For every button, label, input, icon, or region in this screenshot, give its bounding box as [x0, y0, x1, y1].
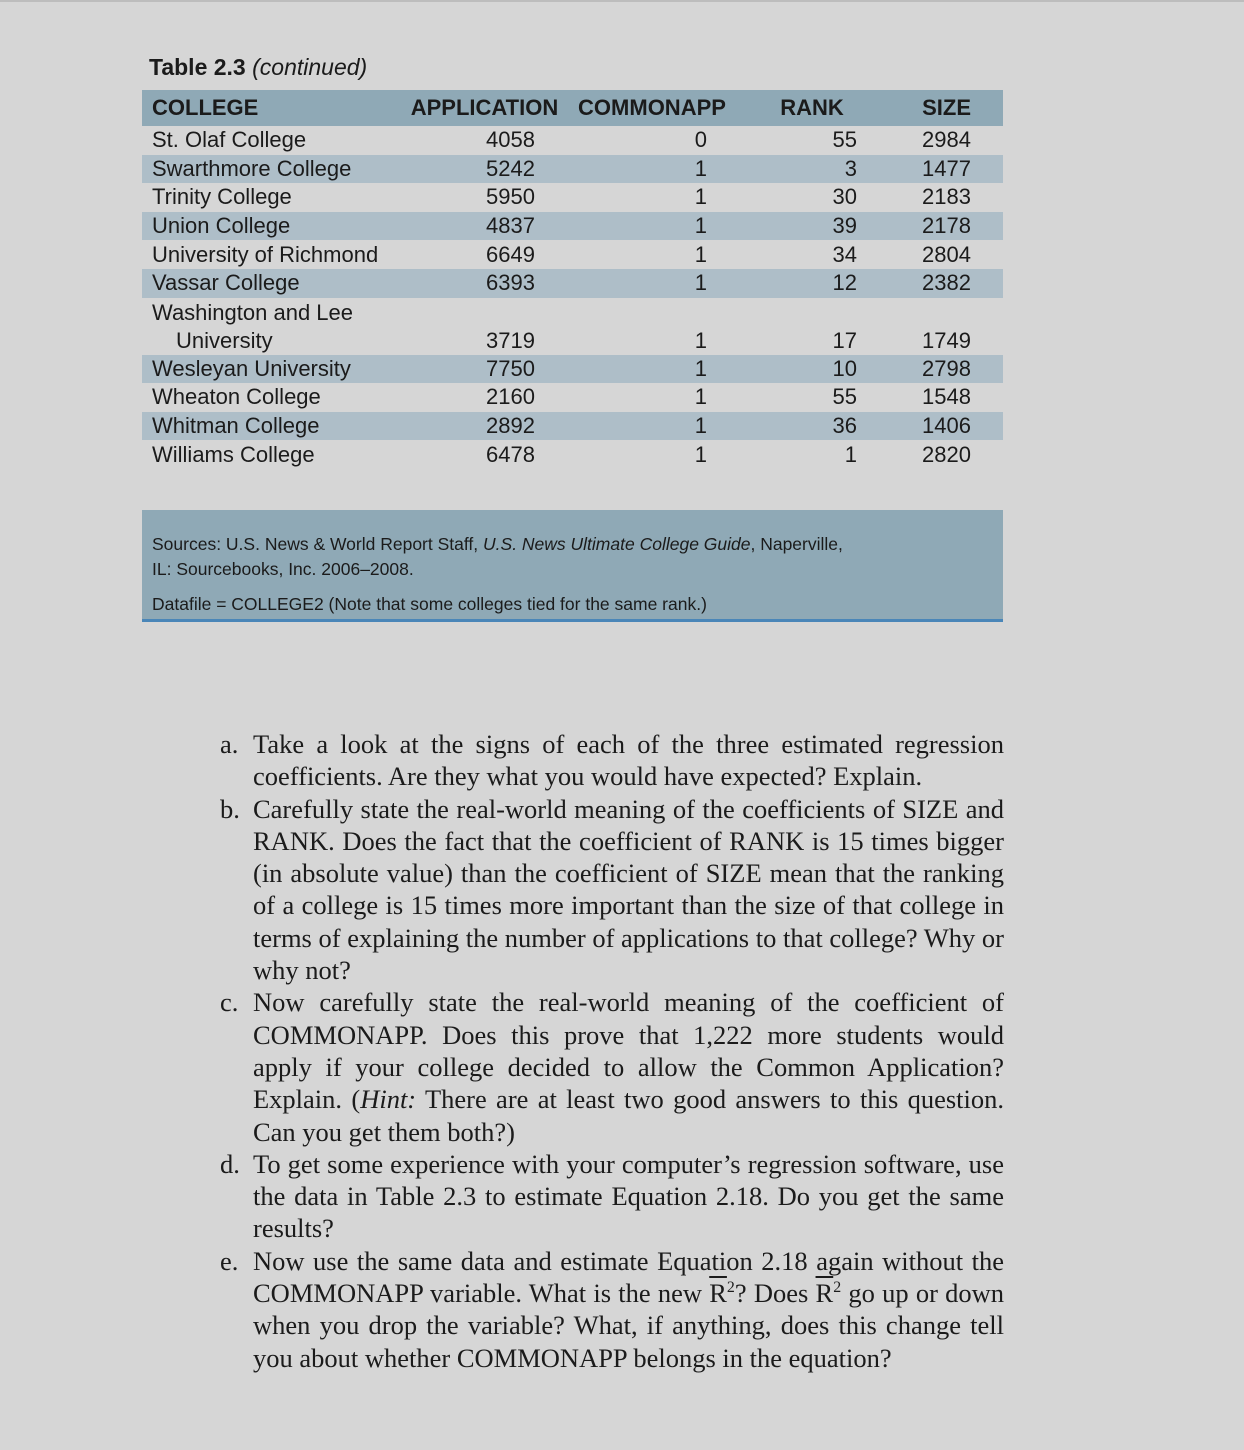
question-text-part: Now use the same data and estimate Equation 2.18 again without the COMMONAPP variable. What is the new	[253, 1245, 1004, 1309]
datafile-note: Datafile = COLLEGE2 (Note that some colleges tied for the same rank.)	[152, 594, 707, 614]
college-table	[142, 90, 1003, 469]
cell-college: St. Olaf College	[152, 127, 307, 153]
cell-size: 2178	[922, 213, 971, 239]
cell-college	[142, 298, 402, 355]
question-text-part: Now carefully state the real-world meaning of the coefficient of COMMONAPP. Does this prove that 1,222 more students would apply if your college decided to allow the Common Application? Explain. (	[253, 987, 1004, 1115]
cell-rank: 55	[832, 127, 857, 153]
question-label: b.	[220, 793, 240, 824]
cell-rank: 36	[832, 413, 857, 439]
question-text	[253, 986, 1004, 1147]
cell-rank: 34	[832, 241, 857, 267]
r-bar-symbol: $\overline{R}$	[709, 1278, 727, 1309]
cell-commonapp: 1	[694, 355, 707, 381]
table-row	[142, 355, 1003, 384]
question-label: e.	[220, 1245, 239, 1276]
cell-size: 1548	[922, 384, 971, 410]
cell-application: 5242	[486, 155, 535, 181]
table-row	[142, 440, 1003, 469]
cell-college: Wesleyan University	[152, 355, 351, 381]
cell-application: 3719	[486, 327, 535, 353]
cell-college: Wheaton College	[152, 384, 321, 410]
superscript: 2	[726, 1279, 735, 1297]
top-border	[0, 0, 1244, 2]
sources-line1	[152, 532, 993, 557]
superscript: 2	[833, 1279, 842, 1297]
cell-application: 6393	[486, 270, 535, 296]
cell-size: 2984	[922, 127, 971, 153]
cell-size: 1477	[922, 155, 971, 181]
sources-line2: IL: Sourcebooks, Inc. 2006–2008.	[152, 559, 414, 579]
question-label: d.	[220, 1148, 240, 1179]
cell-commonapp: 1	[694, 270, 707, 296]
cell-application: 6649	[486, 241, 535, 267]
cell-commonapp: 1	[694, 184, 707, 210]
cell-college: Williams College	[152, 441, 315, 467]
sources-suffix: , Naperville,	[750, 534, 843, 554]
cell-rank: 30	[832, 184, 857, 210]
question-b	[220, 793, 1004, 987]
cell-application: 6478	[486, 441, 535, 467]
question-text: To get some experience with your computer’s regression software, use the data in Table 2.3 to estimate Equation 2.18. Do you get the same results?	[253, 1148, 1004, 1244]
cell-college: Vassar College	[152, 270, 300, 296]
cell-commonapp: 1	[694, 384, 707, 410]
cell-application: 2160	[486, 384, 535, 410]
cell-application: 4058	[486, 127, 535, 153]
cell-rank: 17	[832, 327, 857, 353]
r-bar-symbol: $\overline{R}$	[815, 1278, 834, 1309]
cell-college: Union College	[152, 213, 291, 239]
question-text-part: ? Does	[734, 1278, 816, 1309]
question-a	[220, 728, 1004, 793]
cell-rank: 10	[832, 355, 857, 381]
question-text	[253, 1245, 1004, 1374]
cell-size: 1406	[922, 413, 971, 439]
cell-application: 4837	[486, 213, 535, 239]
cell-size: 2820	[922, 441, 971, 467]
question-text-part: There are at least two good answers to this question. Can you get them both?)	[253, 1084, 1005, 1147]
cell-application: 2892	[486, 413, 535, 439]
table-number: Table 2.3	[149, 54, 246, 80]
question-label: c.	[220, 987, 239, 1018]
cell-college-line2: University	[176, 327, 273, 353]
question-e	[220, 1245, 1004, 1374]
table-continued-note: (continued)	[252, 54, 368, 80]
cell-commonapp: 0	[694, 127, 707, 153]
table-row	[142, 412, 1003, 441]
header-college: COLLEGE	[152, 95, 259, 120]
cell-rank: 39	[832, 213, 857, 239]
table-row	[142, 298, 1003, 355]
cell-size: 2382	[922, 270, 971, 296]
cell-college: Trinity College	[152, 184, 292, 210]
question-c	[220, 986, 1004, 1147]
cell-size: 2798	[922, 355, 971, 381]
question-d	[220, 1148, 1004, 1245]
cell-rank: 55	[832, 384, 857, 410]
exercise-questions	[220, 728, 1004, 1374]
header-commonapp: COMMONAPP	[578, 95, 726, 120]
cell-commonapp: 1	[694, 441, 707, 467]
header-size: SIZE	[922, 95, 971, 120]
sources-note	[142, 510, 1003, 622]
cell-college: Whitman College	[152, 413, 320, 439]
cell-rank: 12	[832, 270, 857, 296]
header-rank: RANK	[780, 95, 844, 120]
table-row	[142, 126, 1003, 155]
sources-prefix: Sources: U.S. News & World Report Staff,	[152, 534, 484, 554]
cell-rank: 1	[844, 441, 857, 467]
question-text: Carefully state the real-world meaning of the coefficients of SIZE and RANK. Does the fact that the coefficient of RANK is 15 times bigger (in absolute value) than the coefficient of SIZE mean that the ranking of a college is 15 times more important than the size of that college in terms of explaining the number of applications to that college? Why or why not?	[253, 793, 1004, 986]
sources-title: U.S. News Ultimate College Guide	[483, 534, 751, 554]
cell-size: 2804	[922, 241, 971, 267]
table-header-row	[142, 90, 1003, 126]
header-application: APPLICATION	[410, 95, 559, 120]
table-row	[142, 155, 1003, 184]
cell-commonapp: 1	[694, 327, 707, 353]
cell-commonapp: 1	[694, 213, 707, 239]
cell-college-line1: Washington and Lee	[152, 299, 353, 325]
cell-size: 2183	[922, 184, 971, 210]
cell-application: 5950	[486, 184, 535, 210]
cell-college: University of Richmond	[152, 241, 379, 267]
table-row	[142, 212, 1003, 241]
table-row	[142, 383, 1003, 412]
question-text-part: go up or down when you drop the variable? What, if anything, does this change tell you about whether COMMONAPP belongs in the equation?	[253, 1278, 1004, 1373]
question-label: a.	[220, 729, 239, 759]
question-text: Take a look at the signs of each of the three estimated regression coefficients. Are they what you would have expected? Explain.	[253, 729, 1004, 792]
hint-label: Hint:	[360, 1084, 417, 1115]
cell-commonapp: 1	[694, 413, 707, 439]
table-row	[142, 240, 1003, 269]
cell-college: Swarthmore College	[152, 155, 352, 181]
table-row	[142, 269, 1003, 298]
cell-rank: 3	[844, 155, 857, 181]
cell-commonapp: 1	[694, 155, 707, 181]
table-caption	[149, 54, 367, 81]
cell-application: 7750	[486, 355, 535, 381]
cell-commonapp: 1	[694, 241, 707, 267]
table-row	[142, 183, 1003, 212]
cell-size: 1749	[922, 327, 971, 353]
